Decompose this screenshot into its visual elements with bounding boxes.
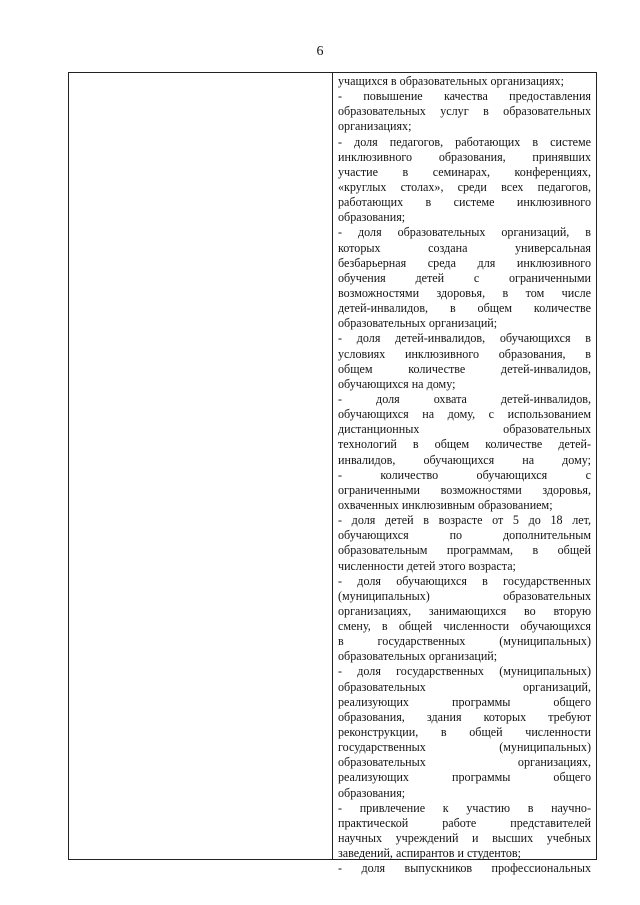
text-line: практической работе представителей xyxy=(338,815,591,830)
text-line: (муниципальных) образовательных xyxy=(338,588,591,603)
text-line: научных учреждений и высших учебных xyxy=(338,831,591,846)
text-line: образовательных организациях, xyxy=(338,755,591,770)
text-line: - доля государственных (муниципальных) xyxy=(338,664,591,679)
text-line: инвалидов, обучающихся на дому; xyxy=(338,452,591,467)
text-line: образования, здания которых требуют xyxy=(338,709,591,724)
text-line: обучения детей с ограниченными xyxy=(338,270,591,285)
text-line: - привлечение к участию в научно- xyxy=(338,800,591,815)
page-number: 6 xyxy=(316,44,324,59)
text-line: реализующих программы общего xyxy=(338,770,591,785)
text-line: - доля педагогов, работающих в системе xyxy=(338,134,591,149)
text-line: организациях; xyxy=(338,119,412,134)
text-line: - доля охвата детей-инвалидов, xyxy=(338,391,591,406)
text-line: - доля образовательных организаций, в xyxy=(338,225,591,240)
text-line: обучающихся по дополнительным xyxy=(338,528,591,543)
table-left-cell xyxy=(69,73,333,859)
text-line: смену, в общей численности обучающихся xyxy=(338,619,591,634)
text-line: образовательных услуг в образовательных xyxy=(338,104,591,119)
text-line: организациях, занимающихся во вторую xyxy=(338,603,591,618)
text-line: - доля детей-инвалидов, обучающихся в xyxy=(338,331,591,346)
text-line: охваченных инклюзивным образованием; xyxy=(338,497,553,512)
text-line: - доля выпускников профессиональных xyxy=(338,861,591,876)
text-line: образовательных организаций; xyxy=(338,316,498,331)
document-table xyxy=(68,72,597,876)
text-line: образования; xyxy=(338,210,406,225)
text-line: «круглых столах», среди всех педагогов, xyxy=(338,179,591,194)
table-right-cell xyxy=(333,73,596,876)
text-line: дистанционных образовательных xyxy=(338,422,591,437)
text-line: условиях инклюзивного образования, в xyxy=(338,346,591,361)
text-line: возможностями здоровья, в том числе xyxy=(338,285,591,300)
text-line: детей-инвалидов, в общем количестве xyxy=(338,301,591,316)
text-line: реализующих программы общего xyxy=(338,694,591,709)
text-line: численности детей этого возраста; xyxy=(338,558,516,573)
text-line: заведений, аспирантов и студентов; xyxy=(338,846,521,861)
text-line: общем количестве детей-инвалидов, xyxy=(338,361,591,376)
text-line: образовательных организаций, xyxy=(338,679,591,694)
text-line: - количество обучающихся с xyxy=(338,467,591,482)
text-line: образовательным программам, в общей xyxy=(338,543,591,558)
text-line: которых создана универсальная xyxy=(338,240,591,255)
text-line: работающих в системе инклюзивного xyxy=(338,195,591,210)
text-line: образования; xyxy=(338,785,406,800)
text-line: - повышение качества предоставления xyxy=(338,89,591,104)
text-line: обучающихся на дому, с использованием xyxy=(338,407,591,422)
text-line: в государственных (муниципальных) xyxy=(338,634,591,649)
text-line: ограниченными возможностями здоровья, xyxy=(338,482,591,497)
text-line: технологий в общем количестве детей- xyxy=(338,437,591,452)
text-line: государственных (муниципальных) xyxy=(338,740,591,755)
text-line: учащихся в образовательных организациях; xyxy=(338,74,564,88)
text-line: - доля обучающихся в государственных xyxy=(338,573,591,588)
text-line: - доля детей в возрасте от 5 до 18 лет, xyxy=(338,513,591,528)
text-line: образовательных организаций; xyxy=(338,649,498,664)
text-line: инклюзивного образования, принявших xyxy=(338,149,591,164)
text-line: безбарьерная среда для инклюзивного xyxy=(338,255,591,270)
text-line: участие в семинарах, конференциях, xyxy=(338,164,591,179)
text-line: обучающихся на дому; xyxy=(338,376,456,391)
text-line: реконструкции, в общей численности xyxy=(338,725,591,740)
